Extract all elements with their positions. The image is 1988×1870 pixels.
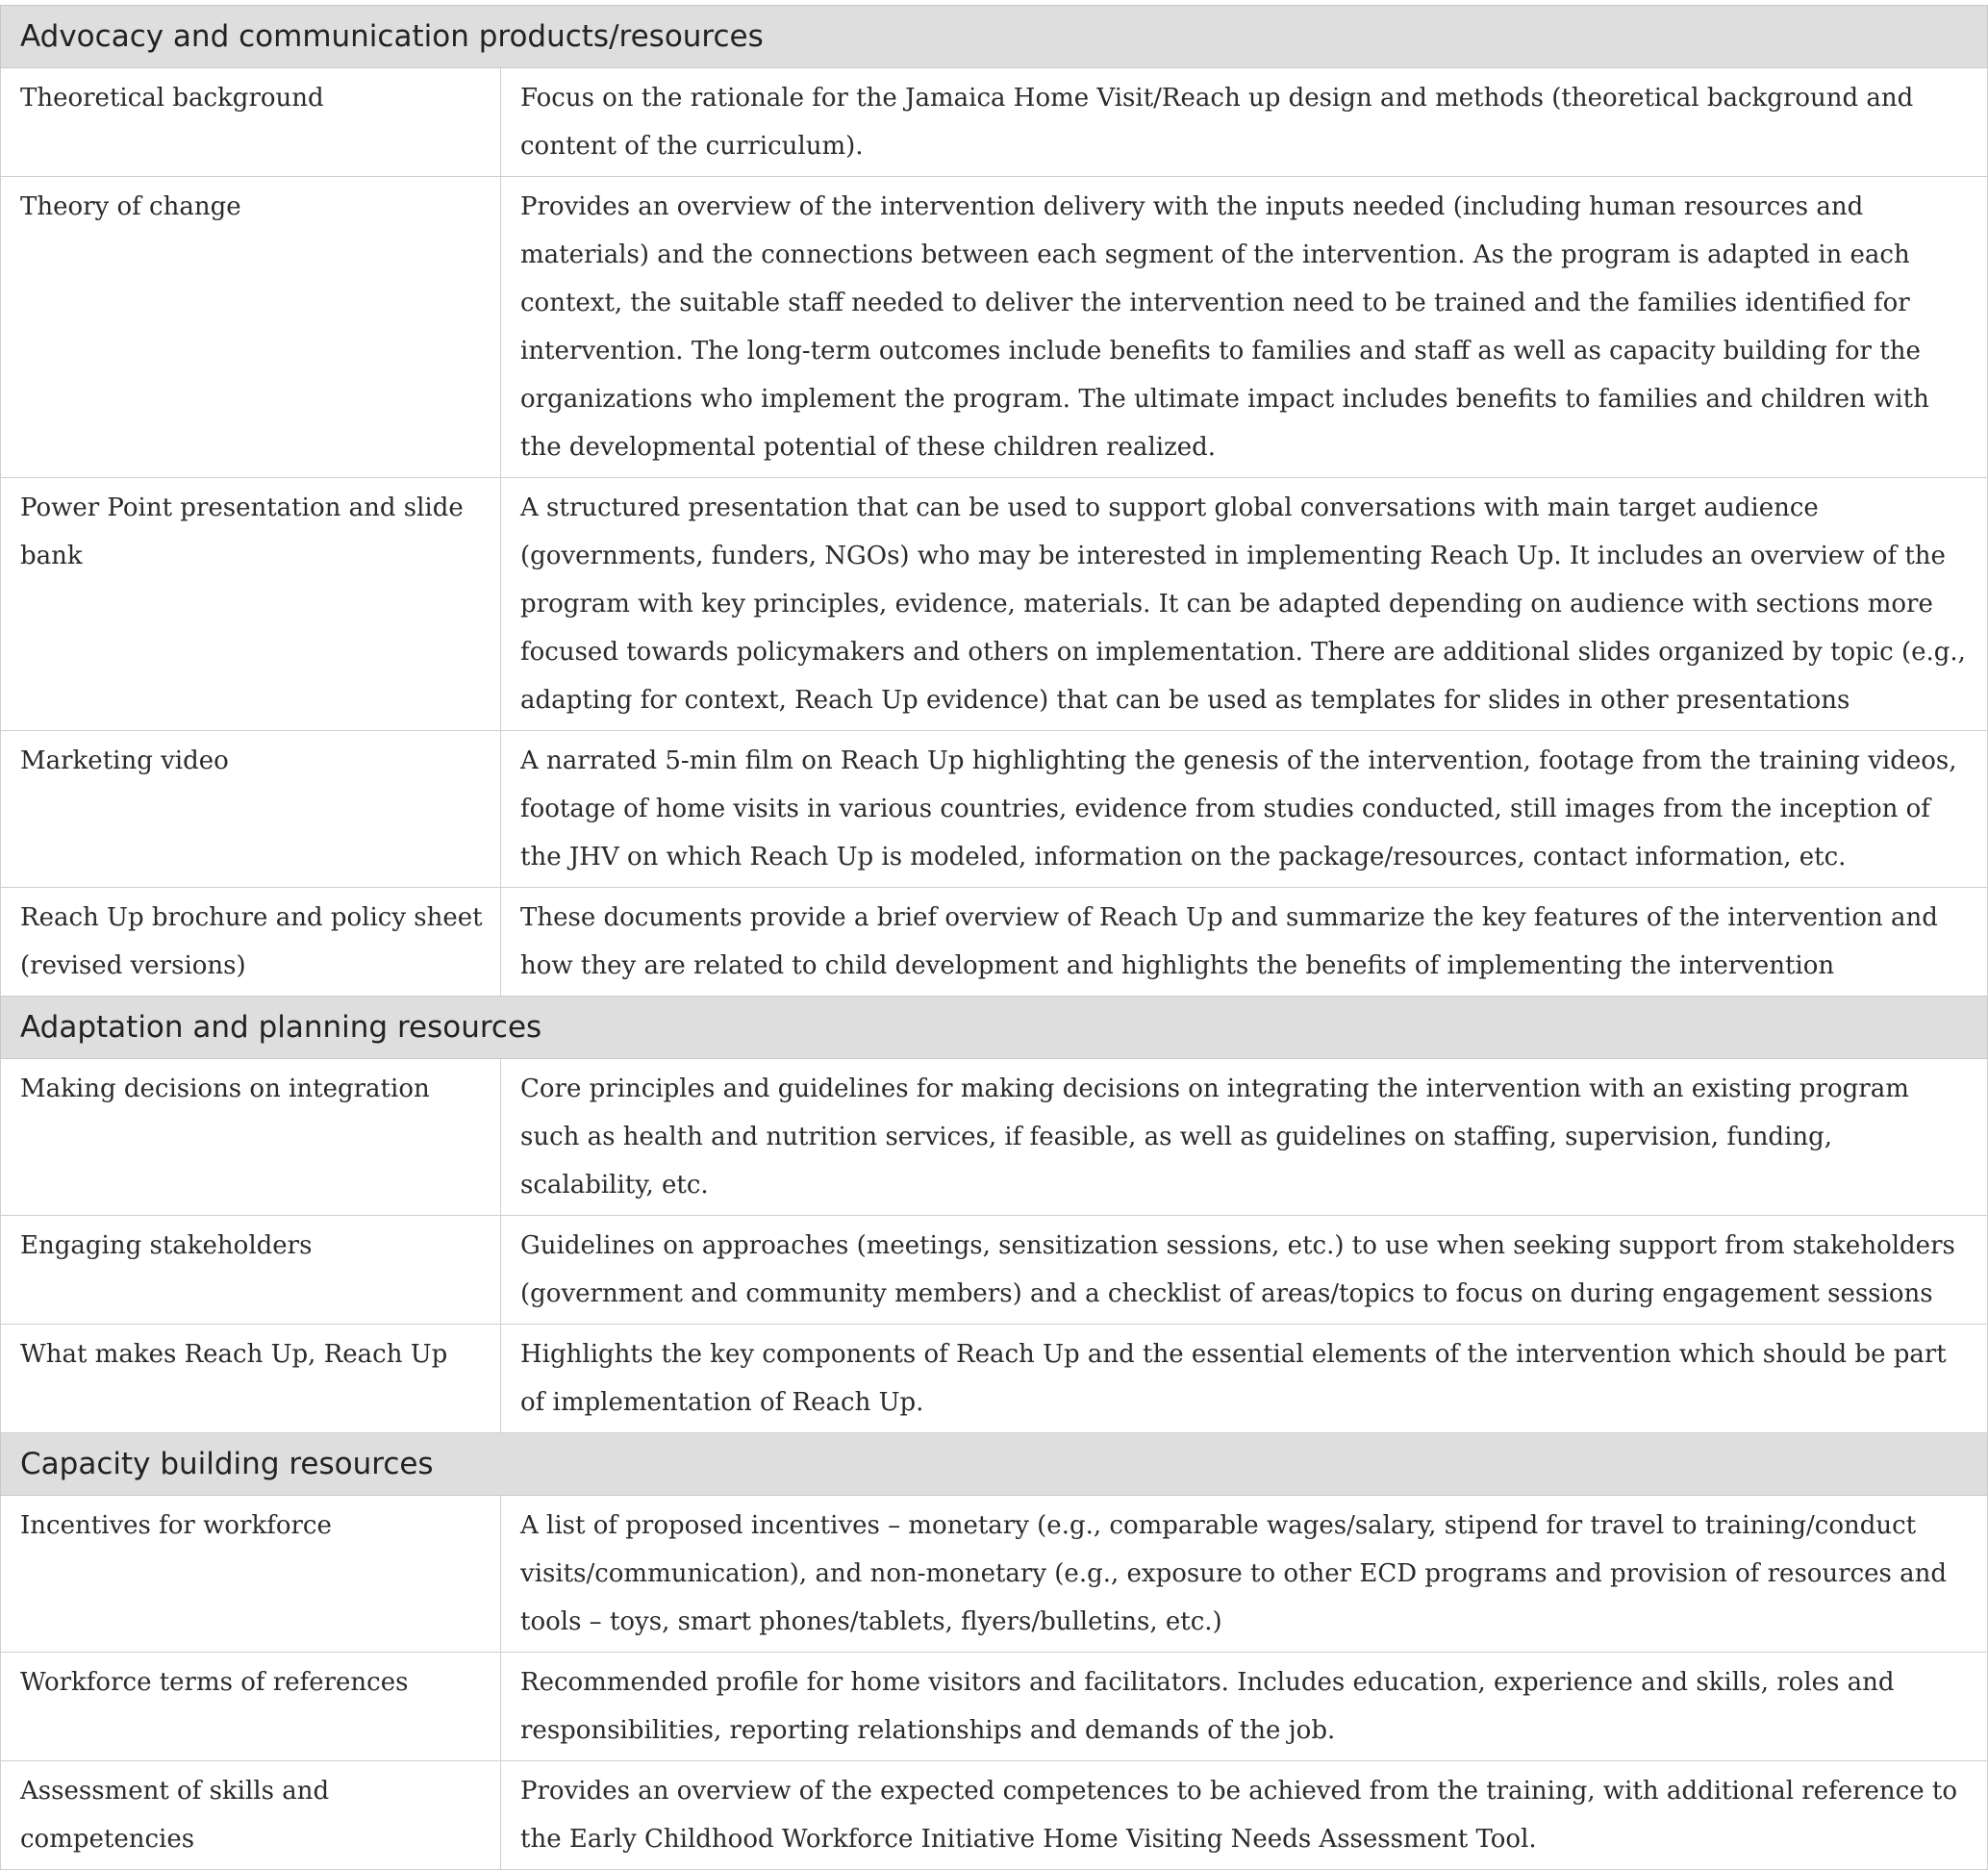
section-header-adaptation: [1, 997, 1988, 1059]
resource-description: These documents provide a brief overview of Reach Up and summarize the key features of the intervention and how they are related to child development and highlights the benefits of implementing the intervention: [501, 888, 1988, 997]
resource-name: Theoretical background: [1, 68, 501, 177]
resource-description: Guidelines on approaches (meetings, sensitization sessions, etc.) to use when seeking support from stakeholders (government and community members) and a checklist of areas/topics to focus on during engagement sessions: [501, 1216, 1988, 1325]
resource-description: Provides an overview of the intervention delivery with the inputs needed (including human resources and materials) and the connections between each segment of the intervention. As the program is adapted in each context, the suitable staff needed to deliver the intervention need to be trained and the families identified for intervention. The long-term outcomes include benefits to families and staff as well as capacity building for the organizations who implement the program. The ultimate impact includes benefits to families and children with the developmental potential of these children realized.: [501, 177, 1988, 478]
section-title: Adaptation and planning resources: [1, 997, 1988, 1059]
resource-description: Provides an overview of the expected competences to be achieved from the training, with additional reference to the Early Childhood Workforce Initiative Home Visiting Needs Assessment Tool.: [501, 1761, 1988, 1870]
section-title: Advocacy and communication products/resources: [1, 6, 1988, 68]
resource-description: Recommended profile for home visitors and facilitators. Includes education, experience and skills, roles and responsibilities, reporting relationships and demands of the job.: [501, 1653, 1988, 1761]
section-header-advocacy: [1, 6, 1988, 68]
resources-table-container: [0, 5, 1987, 1870]
table-row: [1, 1761, 1988, 1870]
resource-description: Highlights the key components of Reach Up and the essential elements of the intervention which should be part of implementation of Reach Up.: [501, 1325, 1988, 1433]
resource-name: Power Point presentation and slide bank: [1, 478, 501, 731]
resource-name: Workforce terms of references: [1, 1653, 501, 1761]
table-row: [1, 1059, 1988, 1216]
table-row: [1, 1216, 1988, 1325]
table-row: [1, 177, 1988, 478]
resource-description: A list of proposed incentives – monetary (e.g., comparable wages/salary, stipend for travel to training/conduct visits/communication), and non-monetary (e.g., exposure to other ECD programs and provision of resources and tools – toys, smart phones/tablets, flyers/bulletins, etc.): [501, 1496, 1988, 1653]
resource-name: Engaging stakeholders: [1, 1216, 501, 1325]
table-row: [1, 888, 1988, 997]
section-header-capacity: [1, 1433, 1988, 1496]
resources-table: [0, 5, 1988, 1870]
table-row: [1, 1325, 1988, 1433]
resource-description: Core principles and guidelines for making decisions on integrating the intervention with an existing program such as health and nutrition services, if feasible, as well as guidelines on staffing, supervision, funding, scalability, etc.: [501, 1059, 1988, 1216]
resource-name: Making decisions on integration: [1, 1059, 501, 1216]
resource-name: Incentives for workforce: [1, 1496, 501, 1653]
resource-name: Theory of change: [1, 177, 501, 478]
resource-name: Assessment of skills and competencies: [1, 1761, 501, 1870]
resource-name: Reach Up brochure and policy sheet (revised versions): [1, 888, 501, 997]
resource-name: What makes Reach Up, Reach Up: [1, 1325, 501, 1433]
table-row: [1, 1653, 1988, 1761]
resource-description: A structured presentation that can be used to support global conversations with main target audience (governments, funders, NGOs) who may be interested in implementing Reach Up. It includes an overview of the program with key principles, evidence, materials. It can be adapted depending on audience with sections more focused towards policymakers and others on implementation. There are additional slides organized by topic (e.g., adapting for context, Reach Up evidence) that can be used as templates for slides in other presentations: [501, 478, 1988, 731]
resource-description: A narrated 5-min film on Reach Up highlighting the genesis of the intervention, footage from the training videos, footage of home visits in various countries, evidence from studies conducted, still images from the inception of the JHV on which Reach Up is modeled, information on the package/resources, contact information, etc.: [501, 731, 1988, 888]
section-title: Capacity building resources: [1, 1433, 1988, 1496]
resource-name: Marketing video: [1, 731, 501, 888]
table-row: [1, 731, 1988, 888]
resource-description: Focus on the rationale for the Jamaica Home Visit/Reach up design and methods (theoretical background and content of the curriculum).: [501, 68, 1988, 177]
table-row: [1, 68, 1988, 177]
table-row: [1, 1496, 1988, 1653]
table-row: [1, 478, 1988, 731]
